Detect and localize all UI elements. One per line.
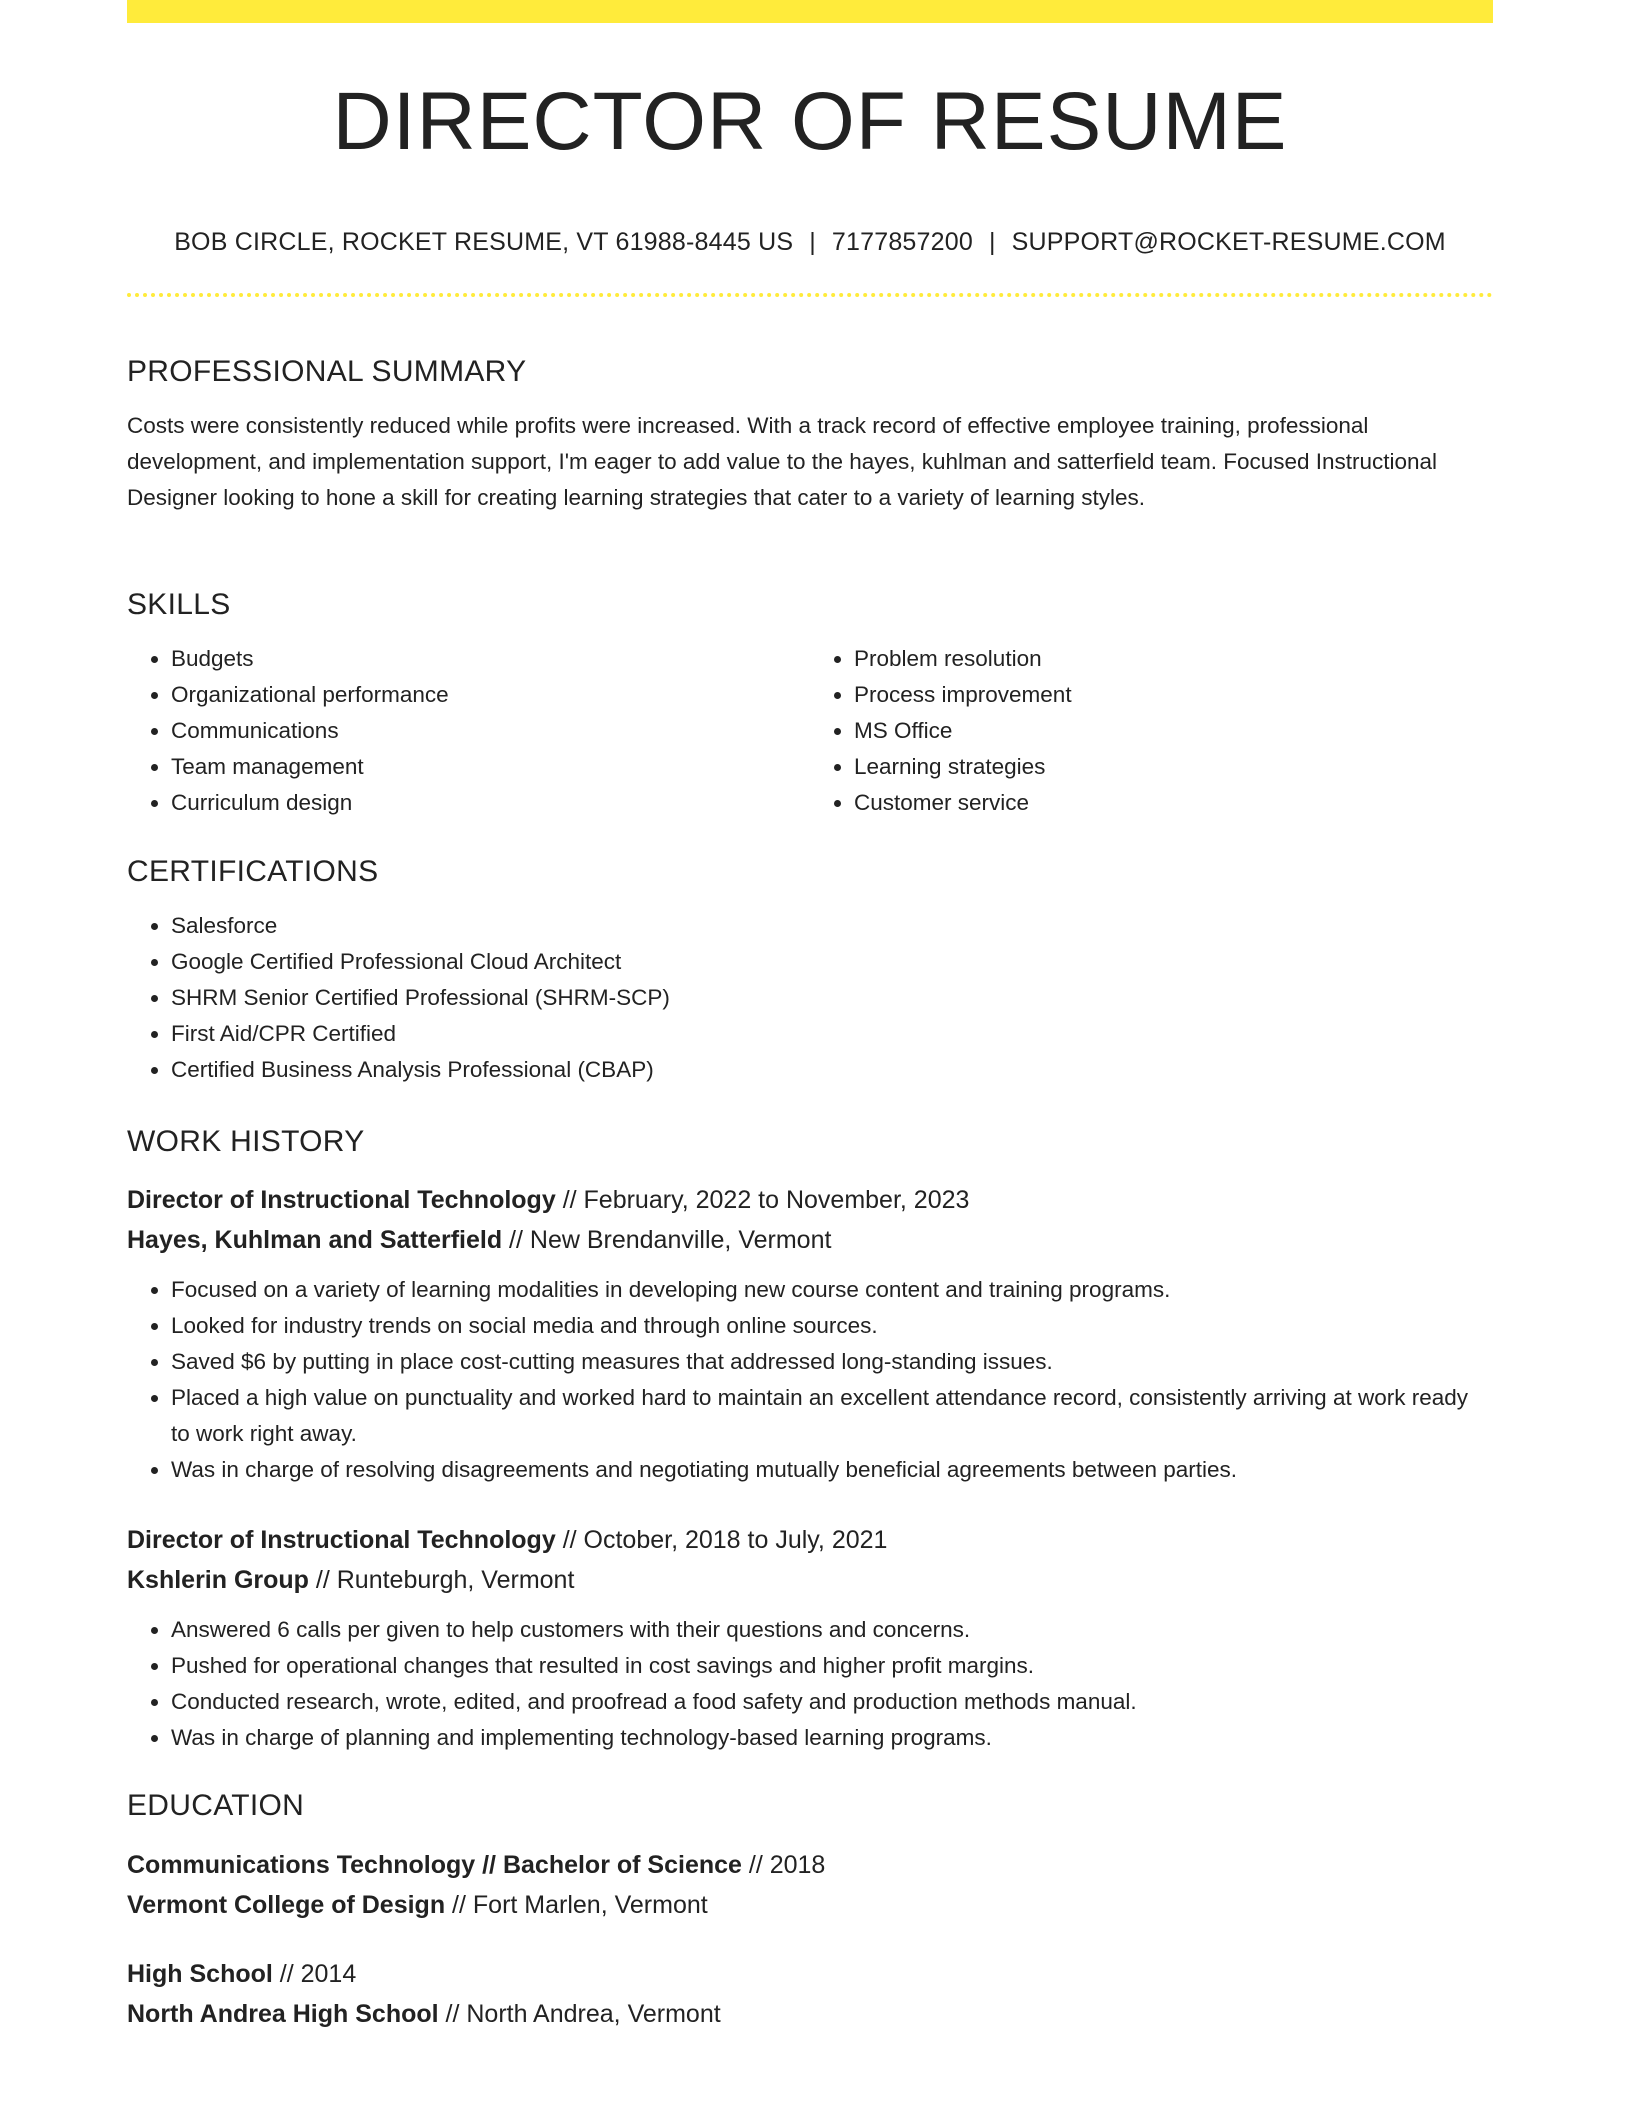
skills-title: SKILLS [127,588,231,621]
job-duty: • Saved $6 by putting in place cost-cutting measures that addressed long-standing issues. [171,1344,1493,1380]
job-role: Director of Instructional Technology [127,1186,556,1214]
education-school: North Andrea High School [127,2000,439,2028]
skill-item: • Problem resolution [854,641,1493,677]
education-year: // 2018 [741,1851,826,1879]
contact-separator: | [988,228,996,256]
certification-item: • Google Certified Professional Cloud Architect [171,944,1493,980]
skill-item: • Communications [171,713,810,749]
job-duty: • Answered 6 calls per given to help customers with their questions and concerns. [171,1612,1493,1648]
skills-section [127,590,1493,821]
education-degree: Communications Technology // Bachelor of Science [127,1851,742,1879]
job-duty: • Looked for industry trends on social media and through online sources. [171,1308,1493,1344]
job-duties-list [127,1612,1493,1756]
certifications-section [127,857,1493,1088]
certifications-list [127,908,1493,1088]
job-entry [127,1180,1493,1488]
work-history-section [127,1127,1493,1157]
skill-item: • Customer service [854,785,1493,821]
certification-item: • Salesforce [171,908,1493,944]
job-duty: • Was in charge of planning and implementing technology-based learning programs. [171,1720,1493,1756]
education-degree-line [127,1954,1493,1994]
job-company: Kshlerin Group [127,1566,309,1594]
education-section [127,1791,1493,1821]
work-history-title: WORK HISTORY [127,1125,365,1158]
job-role: Director of Instructional Technology [127,1526,556,1554]
education-entry [127,1954,1493,2034]
resume-page [127,0,1493,2028]
contact-phone: 7177857200 [831,228,973,256]
accent-top-bar [127,0,1493,23]
contact-address: BOB CIRCLE, ROCKET RESUME, VT 61988-8445 US [174,228,794,256]
education-degree-line [127,1845,1493,1885]
dotted-divider [127,293,1493,297]
skill-item: • Team management [171,749,810,785]
resume-name: DIRECTOR OF RESUME [332,76,1288,167]
job-location: // New Brendanville, Vermont [502,1226,832,1254]
education-location: // North Andrea, Vermont [438,2000,721,2028]
certification-item: • First Aid/CPR Certified [171,1016,1493,1052]
certifications-title: CERTIFICATIONS [127,855,379,888]
job-location: // Runteburgh, Vermont [308,1566,575,1594]
summary-title: PROFESSIONAL SUMMARY [127,355,527,388]
education-location: // Fort Marlen, Vermont [445,1891,708,1919]
education-year: // 2014 [272,1960,357,1988]
skill-item: • Curriculum design [171,785,810,821]
summary-section [127,357,1493,516]
education-degree: High School [127,1960,273,1988]
skill-item: • Budgets [171,641,810,677]
education-school: Vermont College of Design [127,1891,446,1919]
job-dates: // February, 2022 to November, 2023 [555,1186,970,1214]
job-company-line [127,1220,1493,1260]
contact-line [127,230,1493,255]
education-title: EDUCATION [127,1789,305,1822]
skill-item: • MS Office [854,713,1493,749]
contact-separator: | [809,228,816,256]
job-title-line [127,1520,1493,1560]
skills-columns [127,641,1493,821]
job-duty: • Was in charge of resolving disagreements and negotiating mutually beneficial agreements between parties. [171,1452,1493,1488]
skills-list-left [127,641,810,821]
education-school-line [127,1885,1493,1925]
job-entry [127,1520,1493,1756]
skill-item: • Organizational performance [171,677,810,713]
skill-item: • Process improvement [854,677,1493,713]
certification-item: • SHRM Senior Certified Professional (SHRM-SCP) [171,980,1493,1016]
summary-text: Costs were consistently reduced while profits were increased. With a track record of effective employee training, professional development, and implementation support, I'm eager to add value to the hayes, kuhlman and satterfield team. Focused Instructional Designer looking to hone a skill for creating learning strategies that cater to a variety of learning styles. [127,413,1438,510]
education-school-line [127,1994,1493,2034]
job-duty: • Pushed for operational changes that resulted in cost savings and higher profit margins. [171,1648,1493,1684]
education-entry [127,1845,1493,1925]
job-duty: • Conducted research, wrote, edited, and proofread a food safety and production methods manual. [171,1684,1493,1720]
job-title-line [127,1180,1493,1220]
job-duties-list [127,1272,1493,1488]
job-company-line [127,1560,1493,1600]
job-dates: // October, 2018 to July, 2021 [555,1526,888,1554]
job-duty: • Placed a high value on punctuality and worked hard to maintain an excellent attendance record, consistently arriving at work ready to work right away. [171,1380,1493,1452]
certification-item: • Certified Business Analysis Professional (CBAP) [171,1052,1493,1088]
contact-email: SUPPORT@ROCKET-RESUME.COM [1011,228,1446,256]
job-duty: • Focused on a variety of learning modalities in developing new course content and training programs. [171,1272,1493,1308]
job-company: Hayes, Kuhlman and Satterfield [127,1226,503,1254]
skills-list-right [810,641,1493,821]
skill-item: • Learning strategies [854,749,1493,785]
